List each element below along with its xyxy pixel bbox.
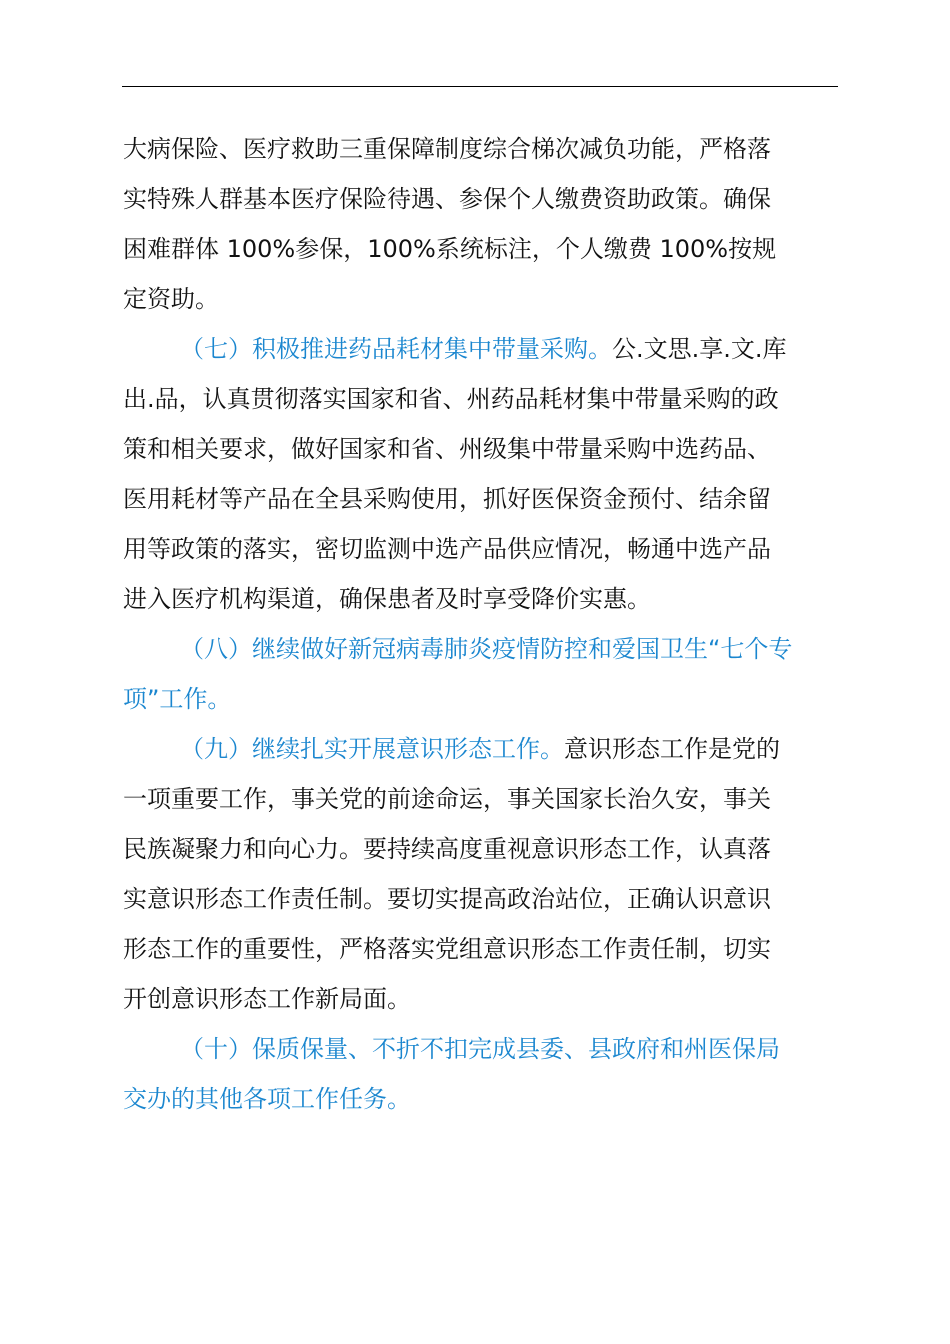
paragraph-first-line: [123, 324, 838, 374]
text-line: [123, 824, 838, 874]
document-body: [123, 124, 838, 1124]
body-text: 出.品，认真贯彻落实国家和省、州药品耗材集中带量采购的政: [123, 385, 779, 413]
text-line: [123, 774, 838, 824]
body-text: 意识形态工作是党的: [564, 735, 780, 763]
text-line: [123, 674, 838, 724]
body-text: 困难群体 100%参保，100%系统标注，个人缴费 100%按规: [123, 235, 777, 263]
text-line: [123, 874, 838, 924]
body-text: 实意识形态工作责任制。要切实提高政治站位，正确认识意识: [123, 885, 771, 913]
paragraph-first-line: [123, 724, 838, 774]
body-text: 医用耗材等产品在全县采购使用，抓好医保资金预付、结余留: [123, 485, 771, 513]
text-line: [123, 974, 838, 1024]
body-text: 大病保险、医疗救助三重保障制度综合梯次减负功能，严格落: [123, 135, 771, 163]
paragraph-first-line: [123, 624, 838, 674]
text-line: [123, 174, 838, 224]
text-line: [123, 924, 838, 974]
body-text: 用等政策的落实，密切监测中选产品供应情况，畅通中选产品: [123, 535, 771, 563]
text-line: [123, 224, 838, 274]
text-line: [123, 474, 838, 524]
body-text: 形态工作的重要性，严格落实党组意识形态工作责任制，切实: [123, 935, 771, 963]
text-line: [123, 374, 838, 424]
section-heading: （八）继续做好新冠病毒肺炎疫情防控和爱国卫生“七个专: [180, 635, 793, 663]
text-line: [123, 1074, 838, 1124]
section-heading: 项”工作。: [123, 685, 232, 713]
text-line: [123, 574, 838, 624]
body-text: 开创意识形态工作新局面。: [123, 985, 411, 1013]
body-text: 民族凝聚力和向心力。要持续高度重视意识形态工作，认真落: [123, 835, 771, 863]
body-text: 进入医疗机构渠道，确保患者及时享受降价实惠。: [123, 585, 651, 613]
body-text: 实特殊人群基本医疗保险待遇、参保个人缴费资助政策。确保: [123, 185, 771, 213]
body-text: 一项重要工作，事关党的前途命运，事关国家长治久安，事关: [123, 785, 771, 813]
section-heading: （七）积极推进药品耗材集中带量采购。: [180, 335, 612, 363]
section-heading: （十）保质保量、不折不扣完成县委、县政府和州医保局: [180, 1035, 780, 1063]
section-heading: 交办的其他各项工作任务。: [123, 1085, 411, 1113]
section-heading: （九）继续扎实开展意识形态工作。: [180, 735, 564, 763]
text-line: [123, 274, 838, 324]
text-line: [123, 524, 838, 574]
body-text: 定资助。: [123, 285, 219, 313]
text-line: [123, 124, 838, 174]
body-text: 策和相关要求，做好国家和省、州级集中带量采购中选药品、: [123, 435, 771, 463]
header-rule: [122, 86, 838, 87]
paragraph-first-line: [123, 1024, 838, 1074]
text-line: [123, 424, 838, 474]
body-text: 公.文思.享.文.库: [612, 335, 787, 363]
